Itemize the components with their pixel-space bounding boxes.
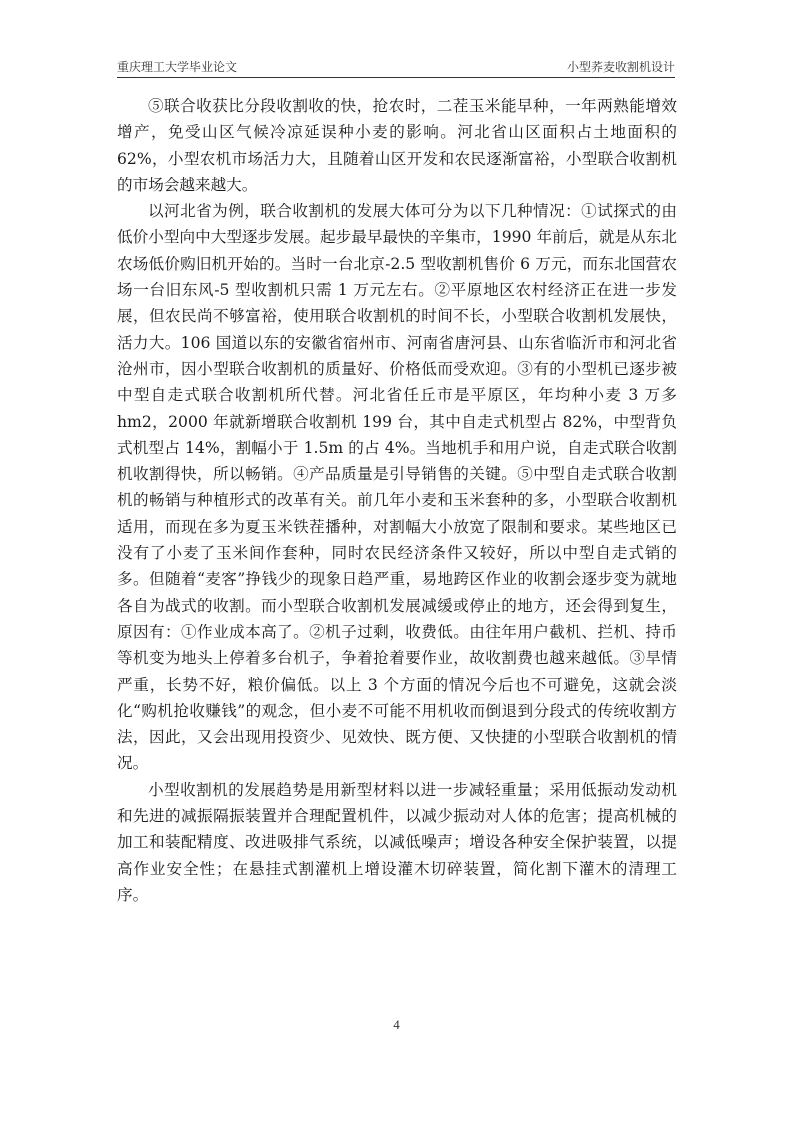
page-number: 4 xyxy=(393,1017,400,1032)
page-header xyxy=(117,57,675,78)
paragraph: ⑤联合收获比分段收割收的快，抢农时，二茬玉米能早种，一年两熟能增效增产，免受山区气候冷凉延误种小麦的影响。河北省山区面积占土地面积的 62%，小型农机市场活力大，且随着山区开发和农民逐渐富裕，小型联合收割机的市场会越来越大。 xyxy=(117,97,677,194)
chapter-title-header: 小型荞麦收割机设计 xyxy=(566,60,675,74)
body-text xyxy=(117,93,677,908)
paragraph: 以河北省为例，联合收割机的发展大体可分为以下几种情况：①试探式的由低价小型向中大型逐步发展。起步最早最快的辛集市，1990 年前后，就是从东北农场低价购旧机开始的。当时一台北京-2.5 型收割机售价 6 万元，而东北国营农场一台旧东风-5 型收割机只需 1 万元左右。②平原地区农村经济正在进一步发展，但农民尚不够富裕，使用联合收割机的时间不长，小型联合收割机发展快，活力大。106 国道以东的安徽省宿州市、河南省唐河县、山东省临沂市和河北省沧州市，因小型联合收割机的质量好、价格低而受欢迎。③有的小型机已逐步被中型自走式联合收割机所代替。河北省任丘市是平原区，年均种小麦 3 万多 hm2，2000 年就新增联合收割机 199 台，其中自走式机型占 82%，中型背负式机型占 14%，割幅小于 1.5m 的占 4%。当地机手和用户说，自走式联合收割机收割得快，所以畅销。④产品质量是引导销售的关键。⑤中型自走式联合收割机的畅销与种植形式的改革有关。前几年小麦和玉米套种的多，小型联合收割机适用，而现在多为夏玉米铁茬播种，对割幅大小放宽了限制和要求。某些地区已没有了小麦了玉米间作套种，同时农民经济条件又较好，所以中型自走式销的多。但随着“麦客”挣钱少的现象日趋严重，易地跨区作业的收割会逐步变为就地各自为战式的收割。而小型联合收割机发展减缓或停止的地方，还会得到复生，原因有：①作业成本高了。②机子过剩，收费低。由往年用户截机、拦机、持币等机变为地头上停着多台机子，争着抢着要作业，故收割费也越来越低。③旱情严重，长势不好，粮价偏低。以上 3 个方面的情况今后也不可避免，这就会淡化“购机抢收赚钱”的观念，但小麦不可能不用机收而倒退到分段式的传统收割方法，因此，又会出现用投资少、见效快、既方便、又快捷的小型联合收割机的情况。 xyxy=(117,202,677,773)
paragraph: 小型收割机的发展趋势是用新型材料以进一步减轻重量；采用低振动发动机和先进的减振隔振装置并合理配置机件，以减少振动对人体的危害；提高机械的加工和装配精度、改进吸排气系统，以减低噪声；增设各种安全保护装置，以提高作业安全性；在悬挂式割灌机上增设灌木切碎装置，简化割下灌木的清理工序。 xyxy=(117,780,677,904)
thesis-title-header: 重庆理工大学毕业论文 xyxy=(117,60,238,74)
